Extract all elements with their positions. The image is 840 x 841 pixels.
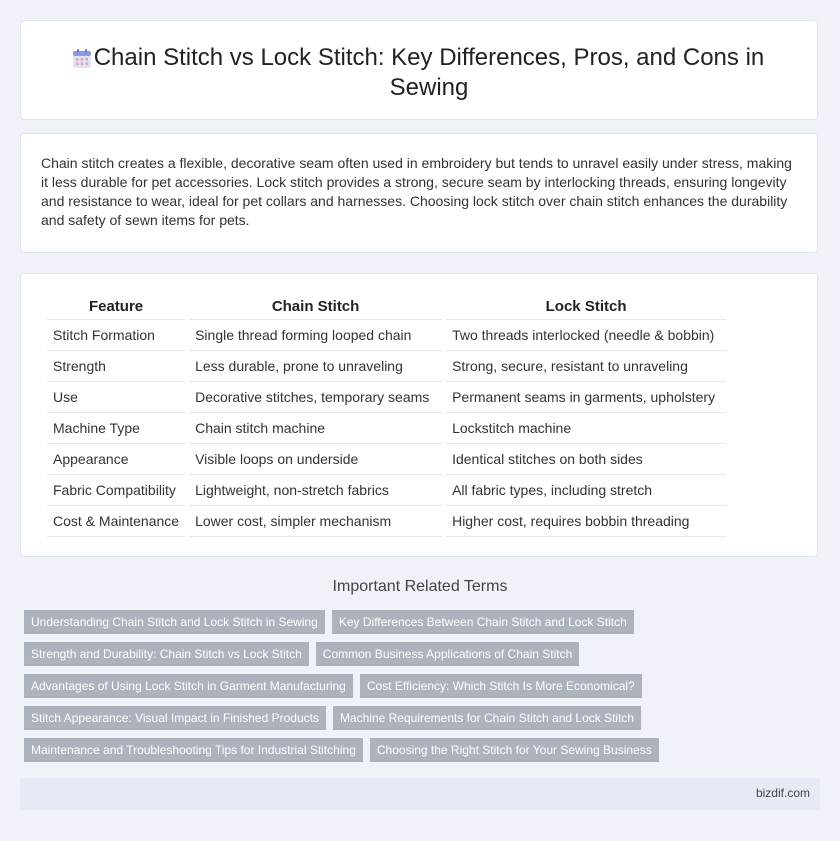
- table-cell: Chain stitch machine: [189, 413, 442, 444]
- comparison-table-card: [20, 273, 818, 557]
- table-row: [47, 475, 726, 506]
- tag-row: [24, 706, 724, 730]
- related-term-link[interactable]: Machine Requirements for Chain Stitch and Lock Stitch: [333, 706, 641, 730]
- table-cell: Use: [47, 382, 185, 413]
- tag-row: [24, 610, 724, 634]
- table-cell: Machine Type: [47, 413, 185, 444]
- comparison-table: [43, 294, 730, 537]
- table-cell: Identical stitches on both sides: [446, 444, 726, 475]
- table-cell: Visible loops on underside: [189, 444, 442, 475]
- table-cell: Decorative stitches, temporary seams: [189, 382, 442, 413]
- related-term-link[interactable]: Strength and Durability: Chain Stitch vs Lock Stitch: [24, 642, 309, 666]
- table-cell: Two threads interlocked (needle & bobbin): [446, 320, 726, 351]
- table-cell: Lockstitch machine: [446, 413, 726, 444]
- table-cell: Lightweight, non-stretch fabrics: [189, 475, 442, 506]
- page-title: Chain Stitch vs Lock Stitch: Key Differences, Pros, and Cons in Sewing: [93, 44, 765, 101]
- footer-site-link[interactable]: bizdif.com: [755, 786, 810, 800]
- related-term-link[interactable]: Key Differences Between Chain Stitch and Lock Stitch: [332, 610, 634, 634]
- table-cell: Higher cost, requires bobbin threading: [446, 506, 726, 537]
- table-cell: Appearance: [47, 444, 185, 475]
- table-row: [47, 351, 726, 382]
- table-cell: Fabric Compatibility: [47, 475, 185, 506]
- related-terms-list: [24, 610, 724, 770]
- header-card: [20, 20, 818, 120]
- table-row: [47, 444, 726, 475]
- table-cell: Less durable, prone to unraveling: [189, 351, 442, 382]
- header-lock-stitch: Lock Stitch: [446, 294, 726, 320]
- table-cell: Permanent seams in garments, upholstery: [446, 382, 726, 413]
- footer: [20, 778, 820, 810]
- related-term-link[interactable]: Understanding Chain Stitch and Lock Stitch in Sewing: [24, 610, 325, 634]
- related-term-link[interactable]: Stitch Appearance: Visual Impact in Finished Products: [24, 706, 326, 730]
- table-row: [47, 382, 726, 413]
- table-cell: Strong, secure, resistant to unraveling: [446, 351, 726, 382]
- table-cell: Lower cost, simpler mechanism: [189, 506, 442, 537]
- table-row: [47, 320, 726, 351]
- tag-row: [24, 738, 724, 762]
- table-row: [47, 506, 726, 537]
- related-term-link[interactable]: Cost Efficiency: Which Stitch Is More Economical?: [360, 674, 642, 698]
- table-cell: Strength: [47, 351, 185, 382]
- header-feature: Feature: [47, 294, 185, 320]
- intro-paragraph: Chain stitch creates a flexible, decorative seam often used in embroidery but tends to unravel easily under stress, making it less durable for pet accessories. Lock stitch provides a strong, secure seam by interlocking threads, ensuring longevity and resistance to wear, ideal for pet collars and harnesses. Choosing lock stitch over chain stitch enhances the durability and safety of sewn items for pets.: [41, 155, 792, 228]
- related-term-link[interactable]: Choosing the Right Stitch for Your Sewing Business: [370, 738, 659, 762]
- table-cell: Stitch Formation: [47, 320, 185, 351]
- related-term-link[interactable]: Common Business Applications of Chain Stitch: [316, 642, 579, 666]
- intro-card: [20, 133, 818, 253]
- tag-row: [24, 642, 724, 666]
- header-chain-stitch: Chain Stitch: [189, 294, 442, 320]
- related-terms-title: Important Related Terms: [332, 578, 508, 595]
- related-term-link[interactable]: Maintenance and Troubleshooting Tips for Industrial Stitching: [24, 738, 363, 762]
- related-term-link[interactable]: Advantages of Using Lock Stitch in Garment Manufacturing: [24, 674, 353, 698]
- tag-row: [24, 674, 724, 698]
- table-cell: All fabric types, including stretch: [446, 475, 726, 506]
- table-cell: Cost & Maintenance: [47, 506, 185, 537]
- table-row: [47, 413, 726, 444]
- table-cell: Single thread forming looped chain: [189, 320, 442, 351]
- table-header-row: [47, 294, 726, 320]
